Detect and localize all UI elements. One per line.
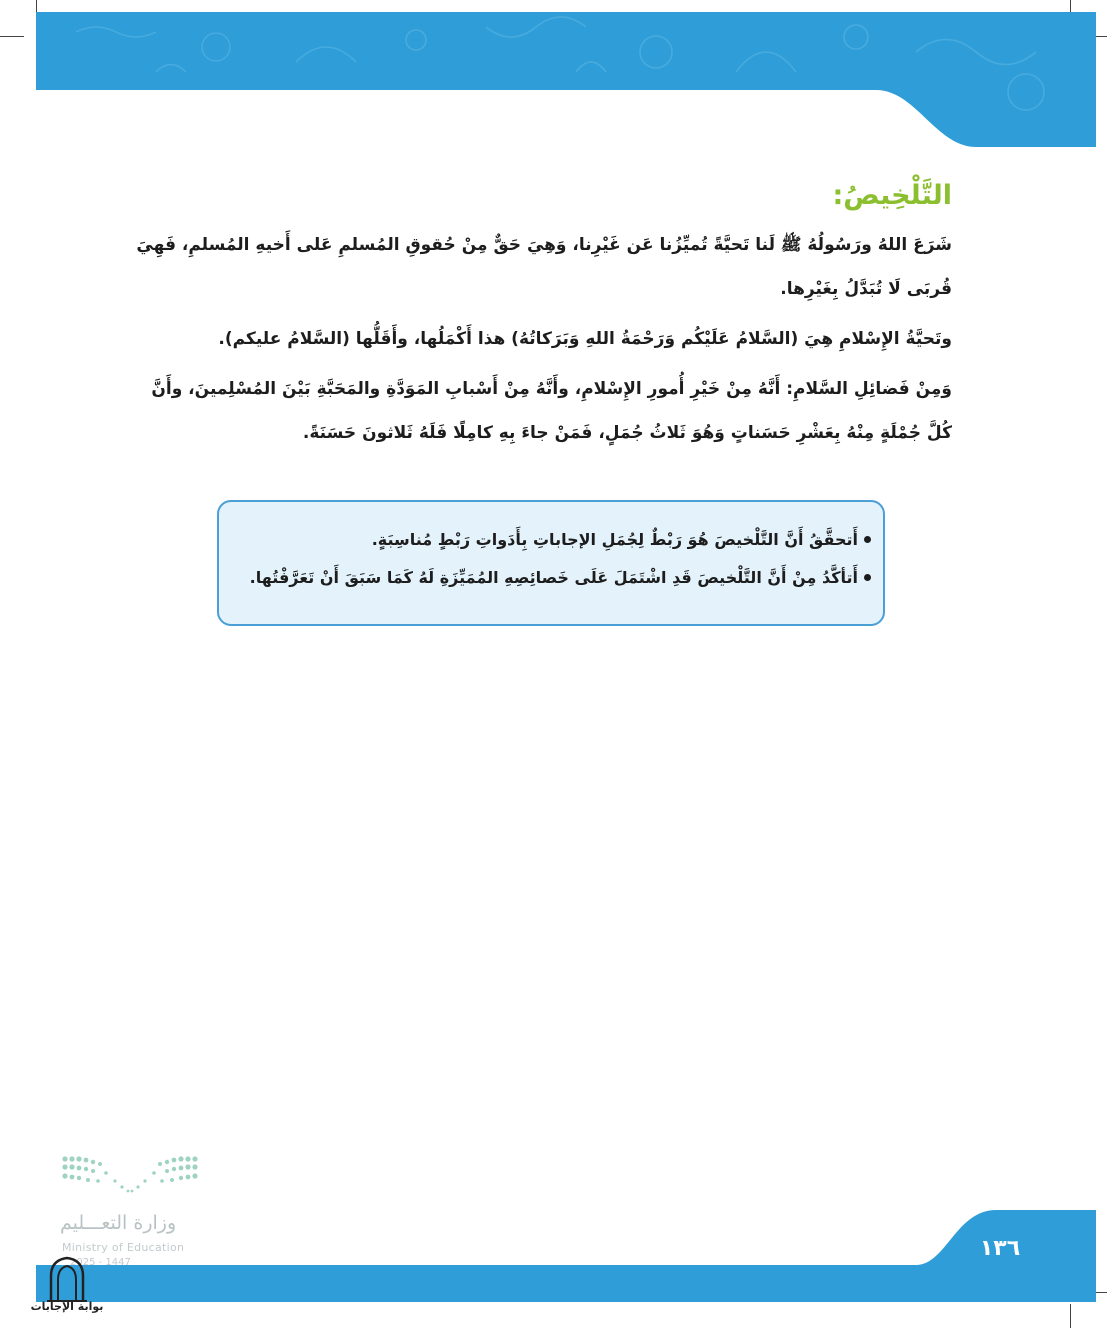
summary-paragraph: وَمِنْ فَضائِلِ السَّلامِ: أَنَّهُ مِنْ خَيْرِ أُمورِ الإِسْلامِ، وأَنَّهُ مِنْ أَسْبابِ المَوَدَّةِ والمَحَبَّةِ بَيْنَ المُسْلِمينَ، وأَنَّ كُلَّ جُمْلَةٍ مِنْهُ بِعَشْرِ حَسَناتٍ وَهُوَ ثَلاثُ جُمَلٍ، فَمَنْ جاءَ بِهِ كامِلًا فَلَهُ ثَلاثونَ حَسَنَةً. (151, 379, 952, 443)
footer-banner (36, 1210, 1096, 1302)
ministry-name-english: Ministry of Education (62, 1241, 185, 1254)
checklist-item-text: أَتأكَّدُ مِنْ أَنَّ التَّلْخيصَ قَدِ اشْتَمَلَ عَلَى خَصائِصِهِ المُمَيِّزَةِ لَهُ كَمَا سَبَقَ أَنْ تَعَرَّفْتُها. (249, 567, 858, 587)
page-number: ١٣٦ (979, 1236, 1021, 1261)
ministry-logo-icon (60, 1153, 200, 1198)
checklist-item (243, 520, 871, 558)
summary-paragraph: وتَحيَّةُ الإِسْلامِ هِيَ (السَّلامُ عَلَيْكُم وَرَحْمَةُ اللهِ وَبَرَكاتُهُ) هذا أَكْمَلُها، وأَقَلُّها (السَّلامُ عليكم). (218, 329, 952, 349)
bullet-icon (864, 536, 871, 543)
ministry-name-arabic: وزارة التعـــليم (60, 1212, 177, 1234)
header-banner (36, 12, 1096, 147)
summary-section (130, 180, 952, 461)
section-title: التَّلْخِيصُ: (832, 180, 952, 211)
crop-mark (0, 36, 24, 37)
portal-watermark (30, 1256, 104, 1318)
bullet-icon (864, 574, 871, 581)
crop-mark (1070, 1304, 1071, 1328)
arch-gate-icon (47, 1256, 87, 1302)
checklist-item-text: أَتحقَّقُ أَنَّ التَّلْخيصَ هُوَ رَبْطٌ لِجُمَلِ الإجاباتِ بِأَدَواتِ رَبْطٍ مُناسِبَةٍ. (371, 529, 858, 549)
checklist-item (243, 558, 871, 596)
checklist-box (217, 500, 885, 626)
edition-year: 2025 - 1447 (70, 1257, 131, 1268)
portal-label: بوابة الإجابات (30, 1300, 104, 1313)
summary-paragraph: شَرَعَ اللهُ ورَسُولُهُ ﷺ لَنا تَحيَّةً تُميِّزُنا عَن غَيْرِنا، وَهِيَ حَقٌّ مِنْ حُقوقِ المُسلمِ عَلى أَخيهِ المُسلمِ، فَهِيَ قُربَى لَا تُبَدَّلُ بِغَيْرِها. (136, 235, 952, 299)
